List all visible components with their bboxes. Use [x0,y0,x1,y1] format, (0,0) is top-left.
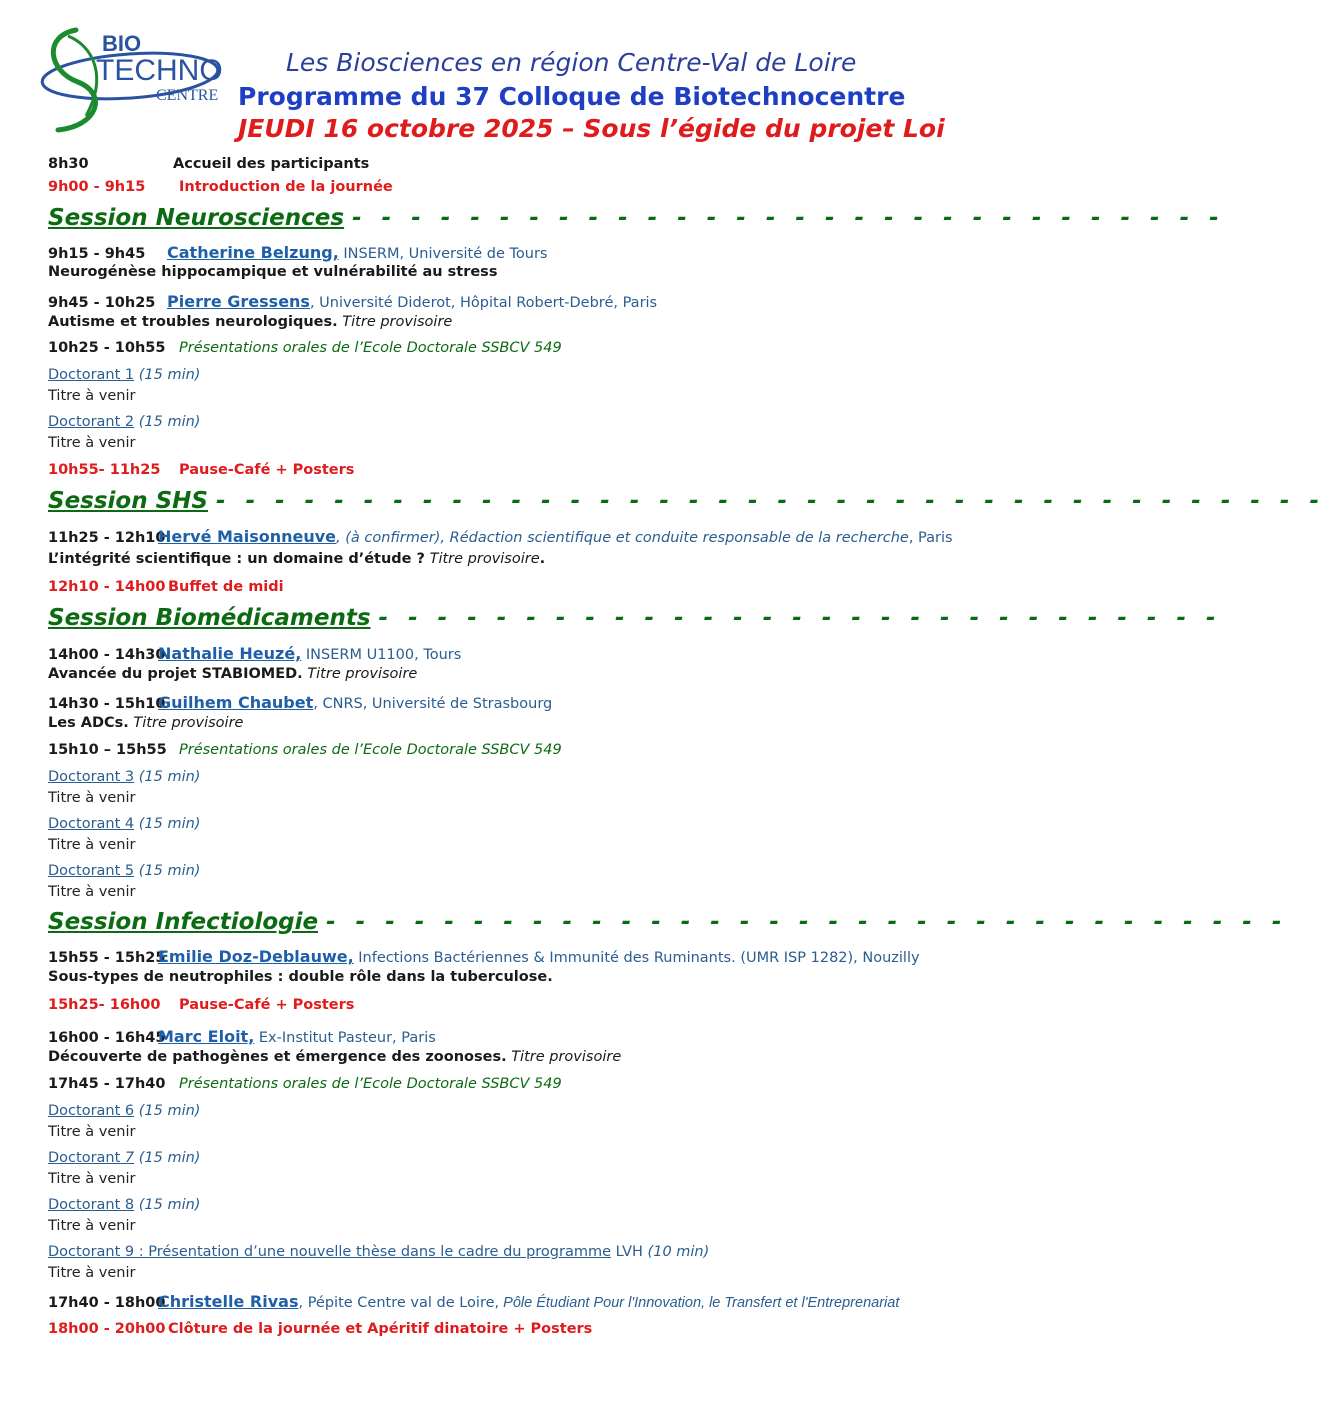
doctoral-time: 17h45 - 17h40 [48,1076,166,1092]
talk-title-row [48,666,417,682]
speaker-link[interactable]: Guilhem Chaubet [158,693,314,712]
closing-time: 18h00 - 20h00 [48,1321,166,1337]
break-row [48,997,354,1013]
break-row [48,462,354,478]
doctorant-row [48,816,200,832]
doctorant-title: Titre à venir [48,1265,136,1281]
doctorant-link[interactable]: Doctorant 9 : Présentation d’une nouvelle thèse dans le cadre du programme [48,1244,612,1260]
doctorant-title: Titre à venir [48,1171,136,1187]
talk-time: 15h55 - 15h25 [48,950,166,966]
doctorant-duration: (15 min) [134,367,201,383]
session-heading: Session Infectiologie - - - - - - - - - - - - - - - - - - - - - - - - - - - - - - - - - [48,909,1288,935]
speaker-link[interactable]: Nathalie Heuzé, [158,644,302,663]
talk-title: Autisme et troubles neurologiques. [48,314,338,330]
doctorant-link[interactable]: Doctorant 5 [48,863,135,879]
talk-row [48,527,953,546]
talk-time: 9h15 - 9h45 [48,246,146,262]
talk-time: 14h30 - 15h10 [48,696,166,712]
talk-end: . [539,551,546,567]
doctorant-row [48,367,200,383]
talk-title-row [48,715,243,731]
doctorant-row [48,1244,709,1260]
doctorant-duration: (15 min) [134,863,201,879]
logo-bio: BIO [102,31,142,56]
doctorant-link[interactable]: Doctorant 8 [48,1197,135,1213]
logo-techno: TECHNO [96,54,223,87]
header-subtitle: Les Biosciences en région Centre-Val de Loire [286,48,857,77]
doctorant-duration: (15 min) [134,1103,201,1119]
doctoral-time: 10h25 - 10h55 [48,340,166,356]
speaker-affiliation: Infections Bactériennes & Immunité des Ruminants. (UMR ISP 1282), Nouzilly [353,950,920,966]
speaker-affiliation-note: , (à confirmer), Rédaction scientifique et conduite responsable de la recherche [336,530,909,546]
speaker-link[interactable]: Catherine Belzung, [167,243,339,262]
break-label: Pause-Café + Posters [179,997,355,1013]
speaker-affiliation: , Université Diderot, Hôpital Robert-Debré, Paris [309,295,658,311]
doctorant-duration: (15 min) [134,414,201,430]
speaker-affiliation: , CNRS, Université de Strasbourg [313,696,553,712]
talk-note: Titre provisoire [128,715,244,731]
doctorant-title: Titre à venir [48,435,136,451]
talk-note: Titre provisoire [337,314,453,330]
talk-note: Titre provisoire [506,1049,622,1065]
doctorant-link[interactable]: Doctorant 1 [48,367,135,383]
doctorant-program: LVH [611,1244,643,1260]
talk-title: L’intégrité scientifique : un domaine d’étude ? [48,551,425,567]
talk-time: 16h00 - 16h45 [48,1030,166,1046]
doctorant-title: Titre à venir [48,1124,136,1140]
speaker-affiliation: , Paris [908,530,953,546]
doctorant-title: Titre à venir [48,884,136,900]
talk-title: Les ADCs. [48,715,129,731]
session-name: Session Biomédicaments [48,605,371,631]
speaker-link[interactable]: Hervé Maisonneuve [158,527,337,546]
doctoral-time: 15h10 – 15h55 [48,742,167,758]
talk-row [48,1027,436,1046]
talk-note: Titre provisoire [424,551,540,567]
header-date: JEUDI 16 octobre 2025 – Sous l’égide du projet Loi [238,114,945,143]
speaker-link[interactable]: Marc Eloit, [158,1027,255,1046]
doctorant-duration: (15 min) [134,1150,201,1166]
speaker-affiliation: INSERM, Université de Tours [338,246,548,262]
doctorant-duration: (15 min) [134,1197,201,1213]
doctorant-row [48,414,200,430]
intro-time: 9h00 - 9h15 [48,179,146,195]
talk-title-row [48,1049,621,1065]
doctorant-title: Titre à venir [48,837,136,853]
talk-time: 9h45 - 10h25 [48,295,156,311]
talk-title: Avancée du projet STABIOMED. [48,666,303,682]
talk-row [48,292,657,311]
speaker-link[interactable]: Emilie Doz-Deblauwe, [158,947,354,966]
closing-row [48,1321,592,1337]
talk-note: Titre provisoire [302,666,418,682]
doctoral-label: Présentations orales de l’Ecole Doctorale SSBCV 549 [179,742,562,758]
speaker-affiliation-note: Pôle Étudiant Pour l'Innovation, le Transfert et l'Entreprenariat [499,1295,900,1311]
talk-title-row [48,314,452,330]
doctorant-row [48,1150,200,1166]
talk-title: Sous-types de neutrophiles : double rôle dans la tuberculose. [48,969,553,985]
speaker-affiliation: INSERM U1100, Tours [301,647,462,663]
doctoral-row [48,340,562,356]
logo-swoosh-green [53,30,95,130]
talk-time: 11h25 - 12h10 [48,530,166,546]
intro-row [48,179,393,195]
session-name: Session SHS [48,488,208,514]
welcome-time: 8h30 [48,156,89,172]
session-heading: Session Biomédicaments - - - - - - - - - - - - - - - - - - - - - - - - - - - - - [48,605,1222,631]
talk-row [48,693,552,712]
logo-centre: CENTRE [156,87,219,104]
break-label: Buffet de midi [168,579,284,595]
intro-label: Introduction de la journée [179,179,393,195]
speaker-affiliation: Ex-Institut Pasteur, Paris [254,1030,436,1046]
doctoral-label: Présentations orales de l’Ecole Doctorale SSBCV 549 [179,1076,562,1092]
session-heading: Session SHS - - - - - - - - - - - - - - - - - - - - - - - - - - - - - - - - - - - - - - [48,488,1325,514]
doctorant-link[interactable]: Doctorant 2 [48,414,135,430]
talk-title-row [48,551,545,567]
speaker-link[interactable]: Christelle Rivas [158,1292,299,1311]
talk-title: Neurogénèse hippocampique et vulnérabilité au stress [48,264,498,280]
closing-label: Clôture de la journée et Apéritif dinatoire + Posters [168,1321,593,1337]
talk-time: 14h00 - 14h30 [48,647,166,663]
doctorant-number[interactable]: 7 [120,1150,135,1166]
doctorant-row [48,1197,200,1213]
doctorant-link[interactable]: Doctorant 4 [48,816,135,832]
doctorant-duration: (10 min) [642,1244,710,1260]
break-time: 15h25- 16h00 [48,997,161,1013]
speaker-affiliation: , Pépite Centre val de Loire, [298,1295,500,1311]
doctorant-row [48,863,200,879]
session-name: Session Neurosciences [48,205,345,231]
doctorant-link[interactable]: Doctorant 3 [48,769,135,785]
session-name: Session Infectiologie [48,909,319,935]
doctorant-title: Titre à venir [48,790,136,806]
doctoral-row [48,742,562,758]
break-label: Pause-Café + Posters [179,462,355,478]
welcome-label: Accueil des participants [173,156,370,172]
doctorant-row [48,769,200,785]
doctoral-row [48,1076,562,1092]
talk-row [48,1292,899,1311]
talk-row [48,644,461,663]
talk-time: 17h40 - 18h00 [48,1295,166,1311]
doctorant-duration: (15 min) [134,769,201,785]
header-title: Programme du 37 Colloque de Biotechnocentre [238,82,906,111]
session-heading: Session Neurosciences - - - - - - - - - - - - - - - - - - - - - - - - - - - - - - [48,205,1225,231]
doctorant-title: Titre à venir [48,388,136,404]
welcome-row [48,156,369,172]
talk-row [48,243,547,262]
doctoral-label: Présentations orales de l’Ecole Doctorale SSBCV 549 [179,340,562,356]
break-time: 12h10 - 14h00 [48,579,166,595]
doctorant-duration: (15 min) [134,816,201,832]
break-time: 10h55- 11h25 [48,462,161,478]
doctorant-link[interactable]: Doctorant [48,1150,121,1166]
doctorant-row [48,1103,200,1119]
talk-title: Découverte de pathogènes et émergence des zoonoses. [48,1049,507,1065]
talk-row [48,947,920,966]
speaker-link[interactable]: Pierre Gressens [167,292,310,311]
doctorant-title: Titre à venir [48,1218,136,1234]
biotechnocentre-logo [38,26,230,134]
break-row [48,579,284,595]
doctorant-link[interactable]: Doctorant 6 [48,1103,135,1119]
